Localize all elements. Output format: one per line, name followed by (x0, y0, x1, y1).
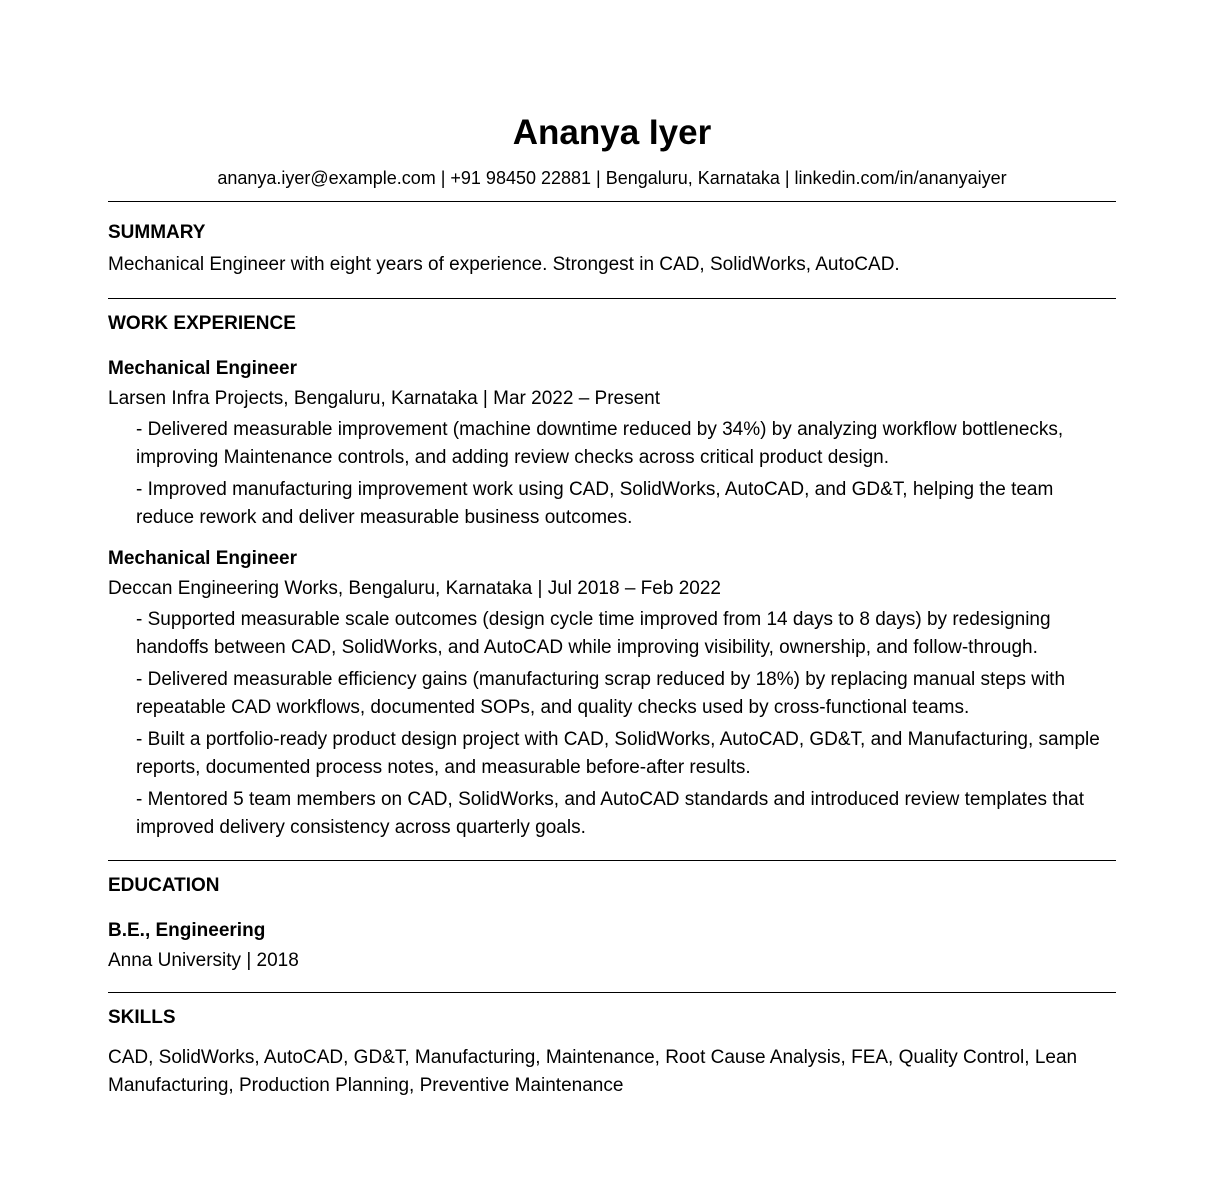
education-section (108, 861, 1116, 974)
section-title-skills: SKILLS (108, 1007, 176, 1028)
job-title: Mechanical Engineer (108, 358, 298, 379)
skills-text: CAD, SolidWorks, AutoCAD, GD&T, Manufacturing, Maintenance, Root Cause Analysis, FEA, Quality Control, Lean Manufacturing, Production Planning, Preventive Maintenance (108, 1047, 1078, 1096)
job-bullet: - Built a portfolio-ready product design project with CAD, SolidWorks, AutoCAD, GD&T, and Manufacturing, sample reports, documented process notes, and measurable before-after results. (136, 729, 1100, 778)
job-bullet: - Delivered measurable efficiency gains (manufacturing scrap reduced by 18%) by replacing manual steps with repeatable CAD workflows, documented SOPs, and quality checks used by cross-functional teams. (136, 669, 1066, 718)
section-title-experience: WORK EXPERIENCE (108, 313, 296, 334)
summary-text: Mechanical Engineer with eight years of experience. Strongest in CAD, SolidWorks, AutoCAD. (108, 254, 900, 275)
degree-title: B.E., Engineering (108, 920, 266, 941)
job-bullet: - Improved manufacturing improvement work using CAD, SolidWorks, AutoCAD, and GD&T, helping the team reduce rework and deliver measurable business outcomes. (136, 479, 1054, 528)
job-meta: Deccan Engineering Works, Bengaluru, Karnataka | Jul 2018 – Feb 2022 (108, 578, 721, 599)
job-bullets (108, 606, 1116, 842)
job-entry (108, 547, 1116, 842)
job-bullet: - Mentored 5 team members on CAD, SolidWorks, and AutoCAD standards and introduced review templates that improved delivery consistency across quarterly goals. (136, 789, 1084, 838)
education-meta: Anna University | 2018 (108, 950, 299, 971)
section-title-summary: SUMMARY (108, 222, 206, 243)
experience-section (108, 299, 1116, 842)
job-meta: Larsen Infra Projects, Bengaluru, Karnataka | Mar 2022 – Present (108, 388, 661, 409)
contact-line: ananya.iyer@example.com | +91 98450 22881 | Bengaluru, Karnataka | linkedin.com/in/ananyaiyer (217, 168, 1007, 188)
job-bullet: - Delivered measurable improvement (machine downtime reduced by 34%) by analyzing workflow bottlenecks, improving Maintenance controls, and adding review checks across critical product design. (136, 419, 1064, 468)
resume-header (108, 0, 1116, 190)
section-title-education: EDUCATION (108, 875, 220, 896)
skills-section (108, 993, 1116, 1100)
candidate-name: Ananya Iyer (512, 113, 712, 152)
job-title: Mechanical Engineer (108, 548, 298, 569)
job-bullets (108, 416, 1116, 532)
job-entry (108, 357, 1116, 532)
summary-section (108, 202, 1116, 279)
job-bullet: - Supported measurable scale outcomes (design cycle time improved from 14 days to 8 days) by redesigning handoffs between CAD, SolidWorks, and AutoCAD while improving visibility, ownership, and follow-through. (136, 609, 1051, 658)
